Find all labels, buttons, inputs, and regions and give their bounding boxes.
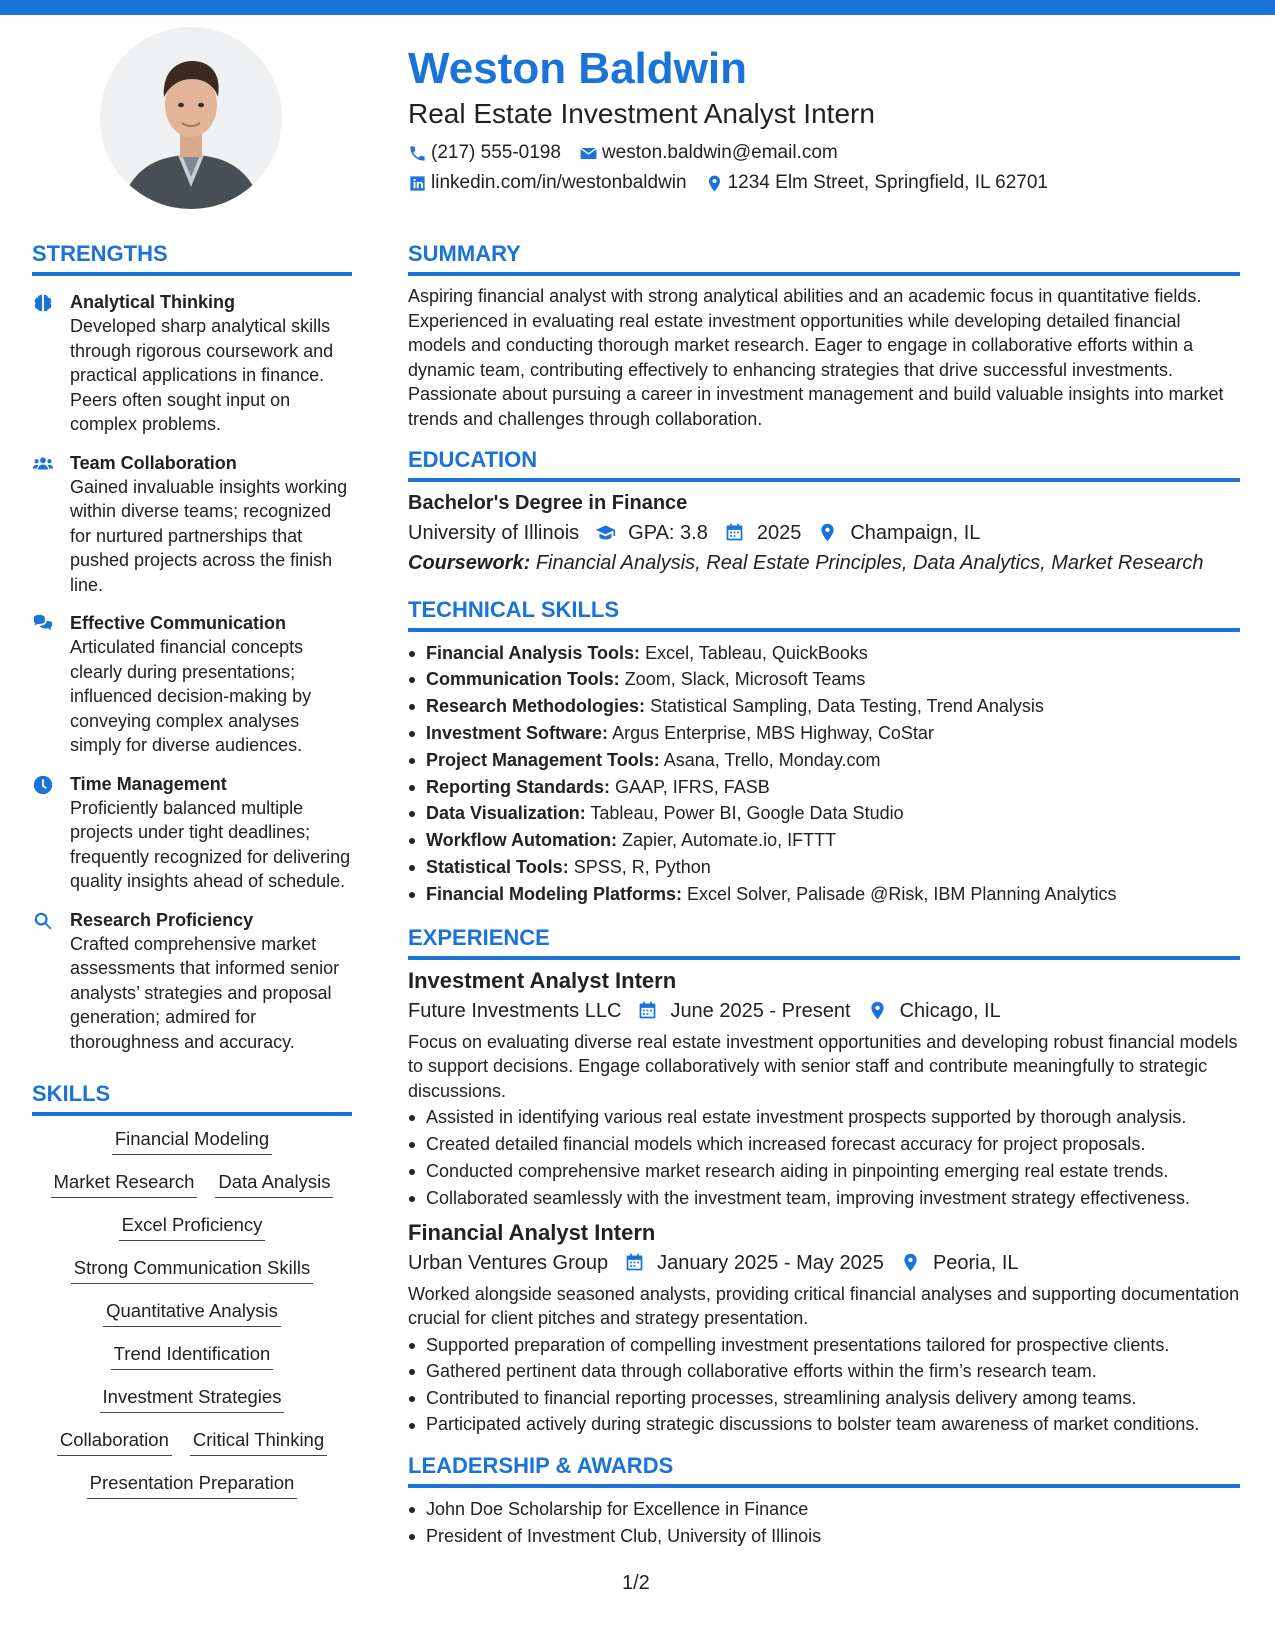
tech-skill-value: Zoom, Slack, Microsoft Teams [624, 669, 866, 690]
address-text: 1234 Elm Street, Springfield, IL 62701 [727, 172, 1048, 193]
list-item [408, 827, 1240, 854]
job-dates: June 2025 - Present [670, 999, 851, 1022]
skill-tag: Trend Identification [111, 1341, 274, 1370]
year-text: 2025 [756, 521, 802, 544]
envelope-icon [579, 144, 598, 163]
strength-desc: Developed sharp analytical skills through rigorous coursework and practical applications in finance. Peers often sought input on complex problems. [70, 316, 334, 434]
comments-icon [32, 613, 54, 635]
job-entry [408, 966, 1240, 1212]
education-meta [408, 518, 1240, 548]
tech-skill-value: Tableau, Power BI, Google Data Studio [590, 803, 904, 824]
tech-skill-label: Project Management Tools: [426, 749, 660, 770]
phone-item [408, 138, 561, 168]
strengths-heading: STRENGTHS [32, 240, 352, 276]
profile-photo-image [100, 27, 282, 209]
job-bullets [408, 1104, 1240, 1211]
job-title: Financial Analyst Intern [408, 1219, 656, 1245]
strength-item [32, 908, 352, 1055]
skills-list [32, 1126, 352, 1499]
linkedin-item[interactable] [408, 168, 687, 198]
address-item [705, 168, 1048, 198]
coursework-text: Financial Analysis, Real Estate Principles, Data Analytics, Market Research [535, 551, 1204, 574]
skill-tag: Presentation Preparation [87, 1470, 298, 1499]
strength-desc: Gained invaluable insights working within diverse teams; recognized for nurtured partnerships that pushed projects across the finish line. [70, 476, 348, 595]
strength-title: Time Management [70, 773, 227, 794]
leadership-list [408, 1496, 1240, 1550]
tech-skill-label: Financial Modeling Platforms: [426, 883, 683, 904]
candidate-title: Real Estate Investment Analyst Intern [408, 98, 875, 129]
tech-skill-label: Research Methodologies: [426, 696, 646, 717]
job-bullets [408, 1332, 1240, 1436]
left-column [32, 240, 352, 1513]
list-item: John Doe Scholarship for Excellence in Finance [408, 1496, 1240, 1523]
tech-skill-value: Argus Enterprise, MBS Highway, CoStar [612, 722, 934, 743]
strength-title: Team Collaboration [70, 452, 237, 473]
strength-desc: Crafted comprehensive market assessments that informed senior analysts’ strategies and proposal generation; admired for thoroughness and accuracy. [70, 933, 340, 1052]
contact-line-1 [408, 138, 1248, 168]
list-item: Collaborated seamlessly with the investment team, improving investment strategy effectiveness. [408, 1185, 1240, 1212]
right-column [408, 240, 1240, 1550]
linkedin-text[interactable]: linkedin.com/in/westonbaldwin [431, 172, 687, 193]
list-item [408, 800, 1240, 827]
tech-skill-label: Investment Software: [426, 722, 609, 743]
list-item: Conducted comprehensive market research aiding in pinpointing emerging real estate trends. [408, 1158, 1240, 1185]
summary-text: Aspiring financial analyst with strong analytical abilities and an academic focus in quantitative fields. Experienced in evaluating real estate investment opportunities while developing detailed financial models and conducting thorough market research. Eager to engage in collaborative efforts within a dynamic team, contributing effectively to enhancing strategies that drive successful investments. Passionate about pursuing a career in investment management and build valuable insights into market trends and challenges through collaboration. [408, 286, 1224, 429]
tech-skill-value: Asana, Trello, Monday.com [663, 749, 881, 770]
list-item: Supported preparation of compelling investment presentations tailored for prospective clients. [408, 1332, 1240, 1359]
job-meta [408, 996, 1240, 1026]
job-description: Worked alongside seasoned analysts, providing critical financial analyses and supporting documentation crucial for client pitches and strategy presentation. [408, 1283, 1240, 1329]
list-item [408, 854, 1240, 881]
job-dates-item [624, 1248, 884, 1278]
edu-location-text: Champaign, IL [850, 521, 981, 544]
skill-tag: Data Analysis [215, 1169, 333, 1198]
skill-tag: Market Research [51, 1169, 198, 1198]
skill-tag: Financial Modeling [112, 1126, 272, 1155]
tech-skill-value: Excel Solver, Palisade @Risk, IBM Planning Analytics [687, 883, 1117, 904]
job-title: Investment Analyst Intern [408, 967, 677, 993]
contact-line-2 [408, 168, 1248, 198]
users-icon [32, 453, 54, 475]
company-name: Future Investments LLC [408, 999, 622, 1022]
technical-skills-heading: TECHNICAL SKILLS [408, 596, 1240, 632]
search-icon [32, 910, 54, 932]
tech-skill-value: SPSS, R, Python [573, 856, 711, 877]
calendar-icon [624, 1252, 645, 1273]
tech-skill-label: Communication Tools: [426, 669, 620, 690]
job-dates: January 2025 - May 2025 [657, 1251, 884, 1274]
page-number: 1/2 [622, 1572, 650, 1594]
strength-item [32, 451, 352, 598]
list-item: Assisted in identifying various real estate investment prospects supported by thorough analysis. [408, 1104, 1240, 1131]
technical-skills-list [408, 640, 1240, 908]
skill-tag: Collaboration [57, 1427, 172, 1456]
education-heading: EDUCATION [408, 446, 1240, 482]
gpa-text: GPA: 3.8 [628, 521, 708, 544]
list-item [408, 881, 1240, 908]
strength-item [32, 772, 352, 894]
job-location: Peoria, IL [932, 1251, 1019, 1274]
tech-skill-label: Reporting Standards: [426, 776, 611, 797]
list-item [408, 693, 1240, 720]
strength-title: Effective Communication [70, 613, 287, 633]
tech-skill-label: Data Visualization: [426, 803, 586, 824]
top-accent-bar [0, 0, 1275, 15]
phone-text: (217) 555-0198 [431, 142, 561, 163]
tech-skill-value: Statistical Sampling, Data Testing, Trend Analysis [650, 696, 1044, 717]
strength-desc: Proficiently balanced multiple projects under tight deadlines; frequently recognized for delivering quality insights ahead of schedule. [70, 797, 351, 891]
clock-icon [32, 774, 54, 796]
map-pin-icon [705, 174, 724, 193]
tech-skill-value: Excel, Tableau, QuickBooks [645, 642, 868, 663]
year-item [724, 518, 802, 548]
list-item [408, 720, 1240, 747]
coursework-label: Coursework: [408, 551, 531, 574]
strength-item [32, 611, 352, 758]
tech-skill-value: Zapier, Automate.io, IFTTT [622, 830, 837, 851]
calendar-icon [637, 1000, 658, 1021]
job-description: Focus on evaluating diverse real estate investment opportunities and developing robust financial models to support decisions. Engage collaboratively with senior staff and contribute meaningfully to strategic discussions. [408, 1031, 1238, 1101]
tech-skill-value: GAAP, IFRS, FASB [615, 776, 770, 797]
list-item: President of Investment Club, University of Illinois [408, 1523, 1240, 1550]
job-dates-item [637, 996, 850, 1026]
brain-icon [32, 292, 54, 314]
map-pin-icon [817, 522, 838, 543]
list-item: Contributed to financial reporting processes, streamlining analysis delivery among teams. [408, 1385, 1240, 1412]
list-item: Gathered pertinent data through collaborative efforts within the firm’s research team. [408, 1358, 1240, 1385]
list-item [408, 774, 1240, 801]
job-location-item [900, 1248, 1019, 1278]
graduation-cap-icon [595, 522, 616, 543]
skill-tag: Excel Proficiency [119, 1212, 266, 1241]
strength-desc: Articulated financial concepts clearly during presentations; influenced decision-making by conveying complex analyses simply for diverse audiences. [70, 637, 312, 755]
skills-heading: SKILLS [32, 1080, 352, 1116]
skill-tag: Strong Communication Skills [71, 1255, 313, 1284]
calendar-icon [724, 522, 745, 543]
gpa-item [595, 518, 708, 548]
strength-title: Research Proficiency [70, 909, 254, 930]
list-item: Created detailed financial models which increased forecast accuracy for project proposals. [408, 1131, 1240, 1158]
resume-header [408, 42, 1248, 198]
edu-location-item [817, 518, 980, 548]
skill-tag: Investment Strategies [100, 1384, 285, 1413]
degree: Bachelor's Degree in Finance [408, 491, 688, 514]
strength-item [32, 290, 352, 437]
job-location: Chicago, IL [899, 999, 1001, 1022]
map-pin-icon [867, 1000, 888, 1021]
tech-skill-label: Statistical Tools: [426, 856, 569, 877]
tech-skill-label: Financial Analysis Tools: [426, 642, 641, 663]
summary-heading: SUMMARY [408, 240, 1240, 276]
company-name: Urban Ventures Group [408, 1251, 609, 1274]
job-location-item [867, 996, 1001, 1026]
leadership-heading: LEADERSHIP & AWARDS [408, 1452, 1240, 1488]
list-item [408, 640, 1240, 667]
tech-skill-label: Workflow Automation: [426, 830, 617, 851]
email-item[interactable] [579, 138, 838, 168]
profile-photo [100, 27, 282, 209]
skill-tag: Critical Thinking [190, 1427, 327, 1456]
school-name: University of Illinois [408, 521, 580, 544]
linkedin-icon [408, 174, 427, 193]
experience-heading: EXPERIENCE [408, 924, 1240, 960]
job-entry [408, 1218, 1240, 1437]
skill-tag: Quantitative Analysis [103, 1298, 281, 1327]
job-meta [408, 1248, 1240, 1278]
candidate-name: Weston Baldwin [408, 44, 747, 93]
strength-title: Analytical Thinking [70, 292, 236, 312]
email-text[interactable]: weston.baldwin@email.com [601, 142, 838, 163]
list-item [408, 666, 1240, 693]
phone-icon [408, 144, 427, 163]
coursework [408, 548, 1240, 578]
list-item: Participated actively during strategic discussions to bolster team awareness of market conditions. [408, 1412, 1240, 1436]
map-pin-icon [900, 1252, 921, 1273]
list-item [408, 747, 1240, 774]
